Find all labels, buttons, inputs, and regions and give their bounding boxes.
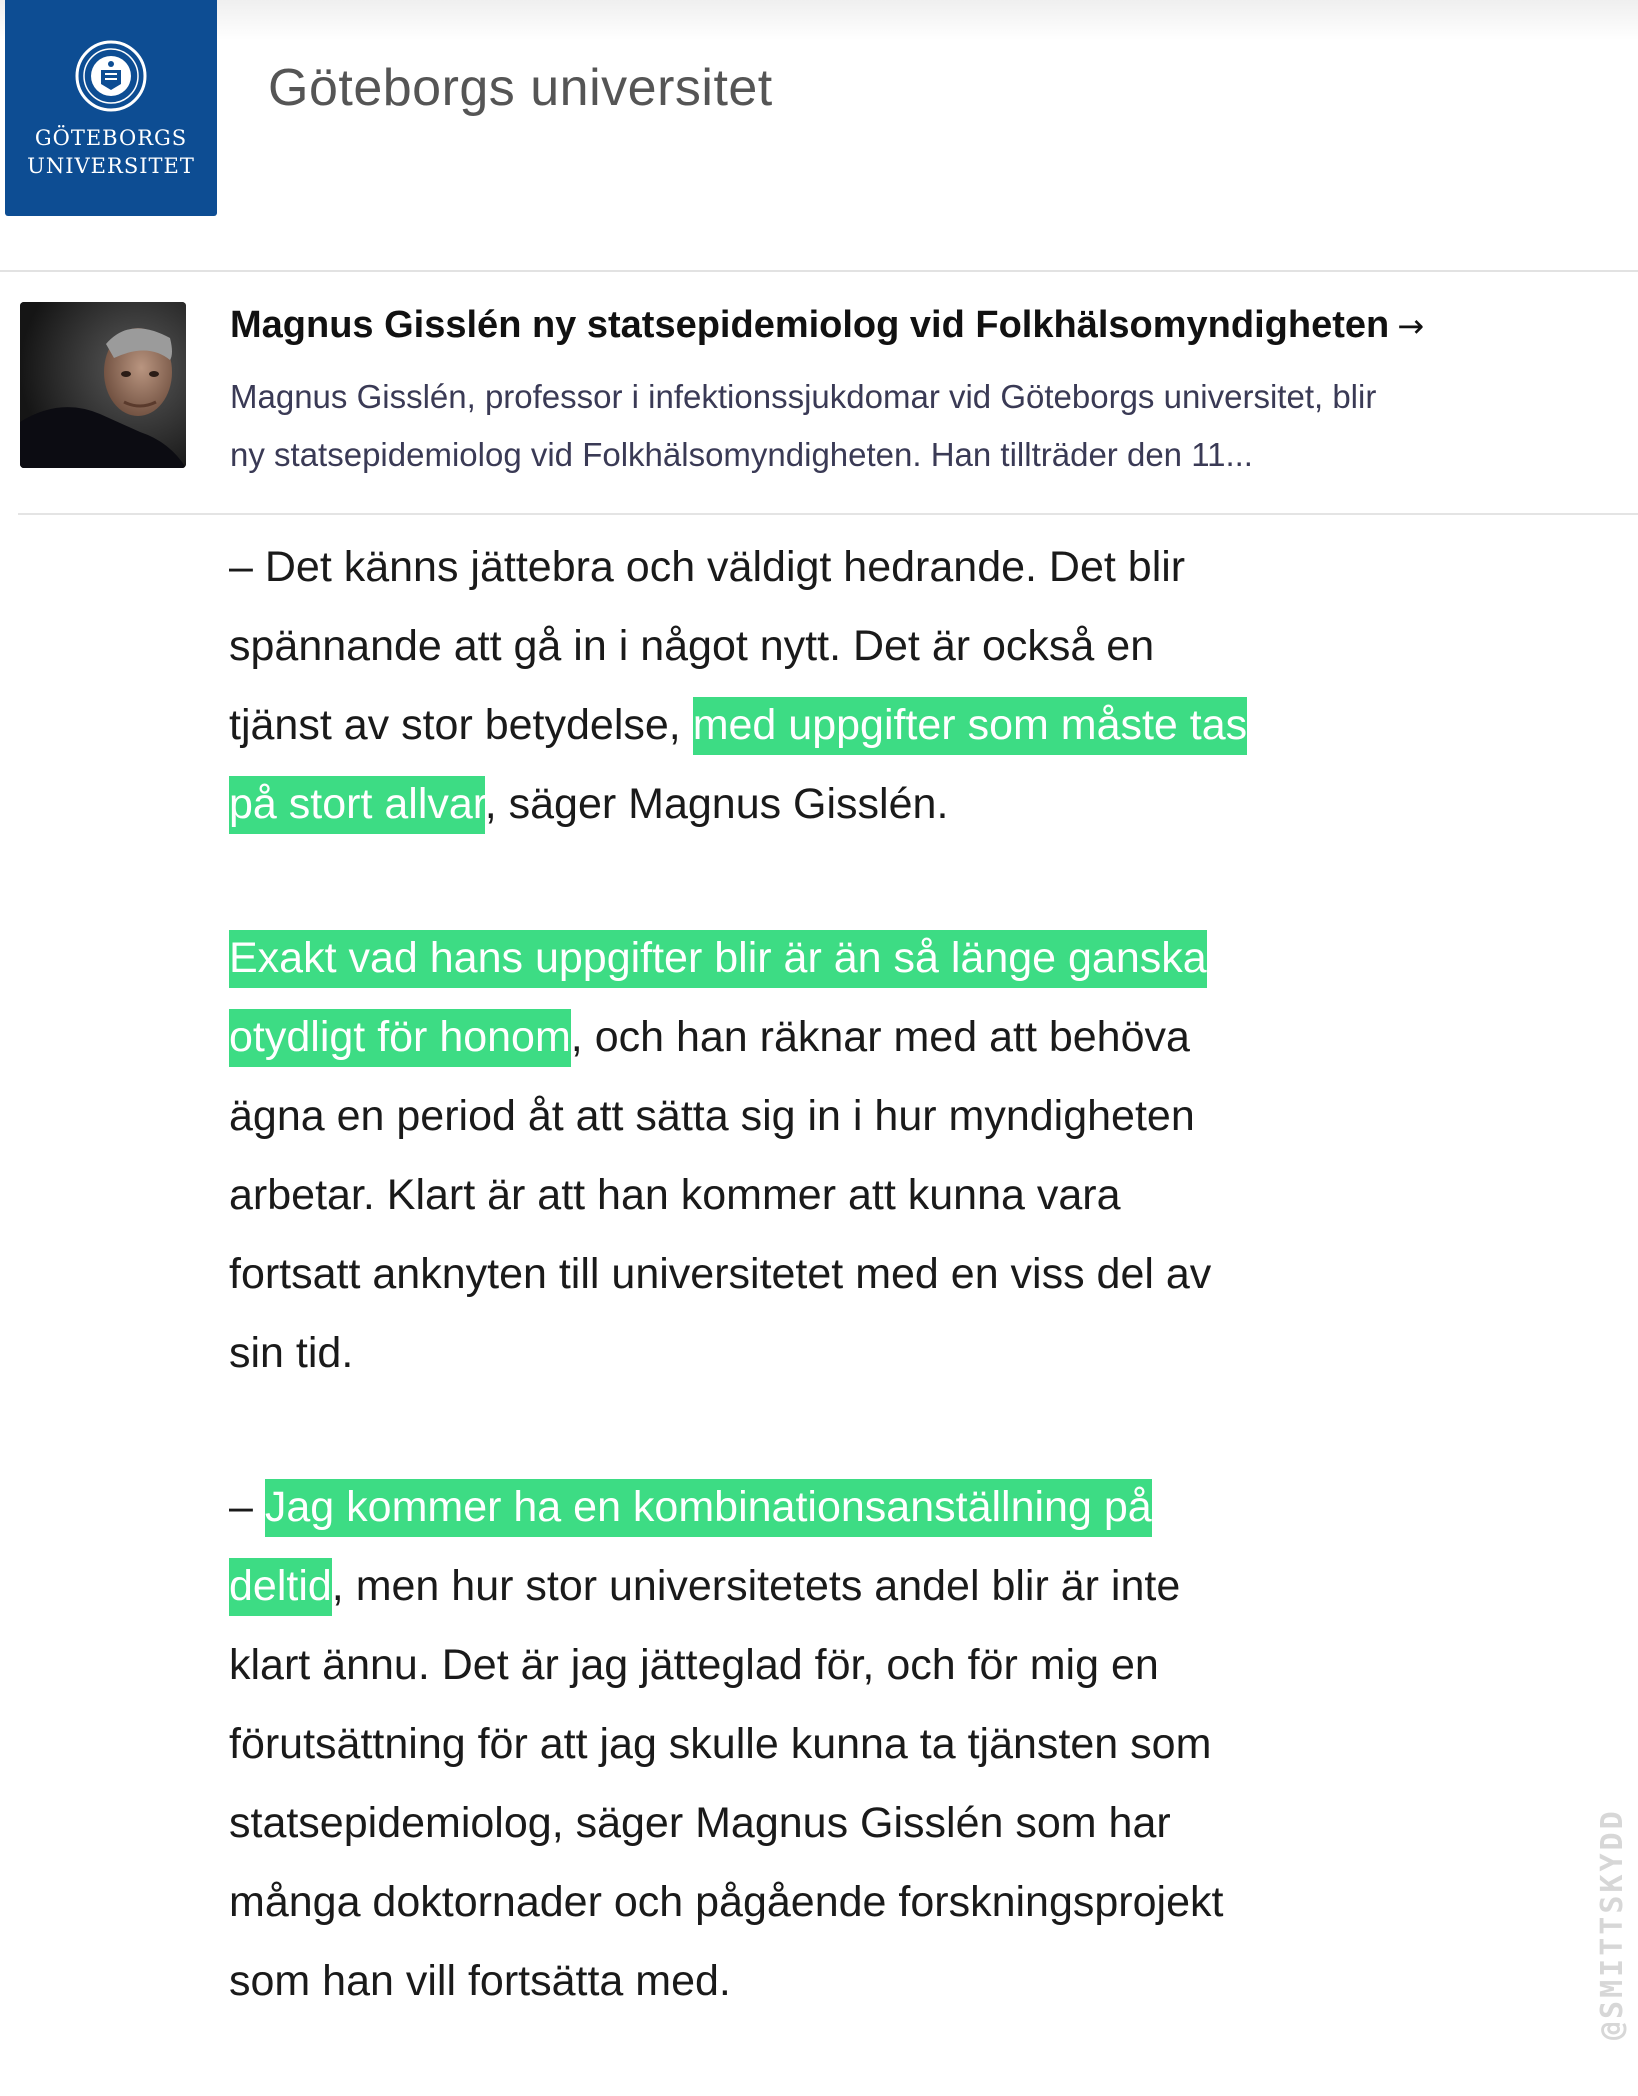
university-seal-icon xyxy=(75,40,147,112)
highlight: otydligt för honom xyxy=(229,1009,571,1067)
text-line xyxy=(229,686,1379,765)
site-name[interactable]: Göteborgs universitet xyxy=(268,59,773,117)
site-header xyxy=(0,0,1638,272)
highlight: med uppgifter som måste tas xyxy=(693,697,1247,755)
news-link-card[interactable] xyxy=(18,290,1638,515)
text-line: – Det känns jättebra och väldigt hedrande. Det blir xyxy=(229,543,1186,591)
watermark: @SMITTSKYDD xyxy=(1595,1808,1630,2040)
text-line: förutsättning för att jag skulle kunna ta tjänsten som xyxy=(229,1720,1212,1768)
text-segment: – xyxy=(229,1483,265,1531)
news-thumbnail xyxy=(20,302,186,468)
text-line: spännande att gå in i något nytt. Det är också en xyxy=(229,622,1155,670)
news-card-desc-line: ny statsepidemiolog vid Folkhälsomyndigheten. Han tillträder den 11... xyxy=(230,436,1253,473)
logo-wordmark xyxy=(5,124,217,180)
portrait-photo xyxy=(20,302,186,468)
text-line xyxy=(229,1468,1379,1547)
paragraph-2 xyxy=(229,919,1379,1393)
text-segment: , men hur stor universitetets andel blir är inte xyxy=(331,1562,1181,1610)
text-line: många doktornader och pågående forskningsprojekt xyxy=(229,1878,1224,1926)
text-line: fortsatt anknyten till universitetet med en viss del av xyxy=(229,1250,1212,1298)
highlight: Exakt vad hans uppgifter blir är än så länge ganska xyxy=(229,930,1207,988)
text-line: statsepidemiolog, säger Magnus Gisslén som har xyxy=(229,1799,1171,1847)
logo-line-2: UNIVERSITET xyxy=(27,154,195,178)
highlight: på stort allvar xyxy=(229,776,485,834)
text-line xyxy=(229,765,1379,844)
text-line xyxy=(229,1547,1379,1626)
paragraph-1 xyxy=(229,528,1379,844)
article-body xyxy=(229,528,1379,2096)
text-line: arbetar. Klart är att han kommer att kunna vara xyxy=(229,1171,1121,1219)
news-card-description xyxy=(230,368,1630,484)
text-line: ägna en period åt att sätta sig in i hur myndigheten xyxy=(229,1092,1195,1140)
text-segment: , säger Magnus Gisslén. xyxy=(484,780,949,828)
highlight: deltid xyxy=(229,1558,332,1616)
text-line: som han vill fortsätta med. xyxy=(229,1957,731,2005)
paragraph-3 xyxy=(229,1468,1379,2021)
text-line: klart ännu. Det är jag jätteglad för, och för mig en xyxy=(229,1641,1159,1689)
text-line xyxy=(229,998,1379,1077)
text-segment: , och han räknar med att behöva xyxy=(570,1013,1190,1061)
arrow-right-icon: → xyxy=(1397,307,1425,345)
text-line: sin tid. xyxy=(229,1329,354,1377)
highlight: Jag kommer ha en kombinationsanställning på xyxy=(265,1479,1152,1537)
news-card-title-text: Magnus Gisslén ny statsepidemiolog vid Folkhälsomyndigheten xyxy=(230,304,1390,346)
logo-line-1: GÖTEBORGS xyxy=(34,126,188,150)
news-card-desc-line: Magnus Gisslén, professor i infektionssjukdomar vid Göteborgs universitet, blir xyxy=(230,378,1377,415)
text-line xyxy=(229,919,1379,998)
text-segment: tjänst av stor betydelse, xyxy=(229,701,693,749)
university-logo[interactable] xyxy=(5,0,217,216)
news-card-title[interactable] xyxy=(230,304,1630,347)
